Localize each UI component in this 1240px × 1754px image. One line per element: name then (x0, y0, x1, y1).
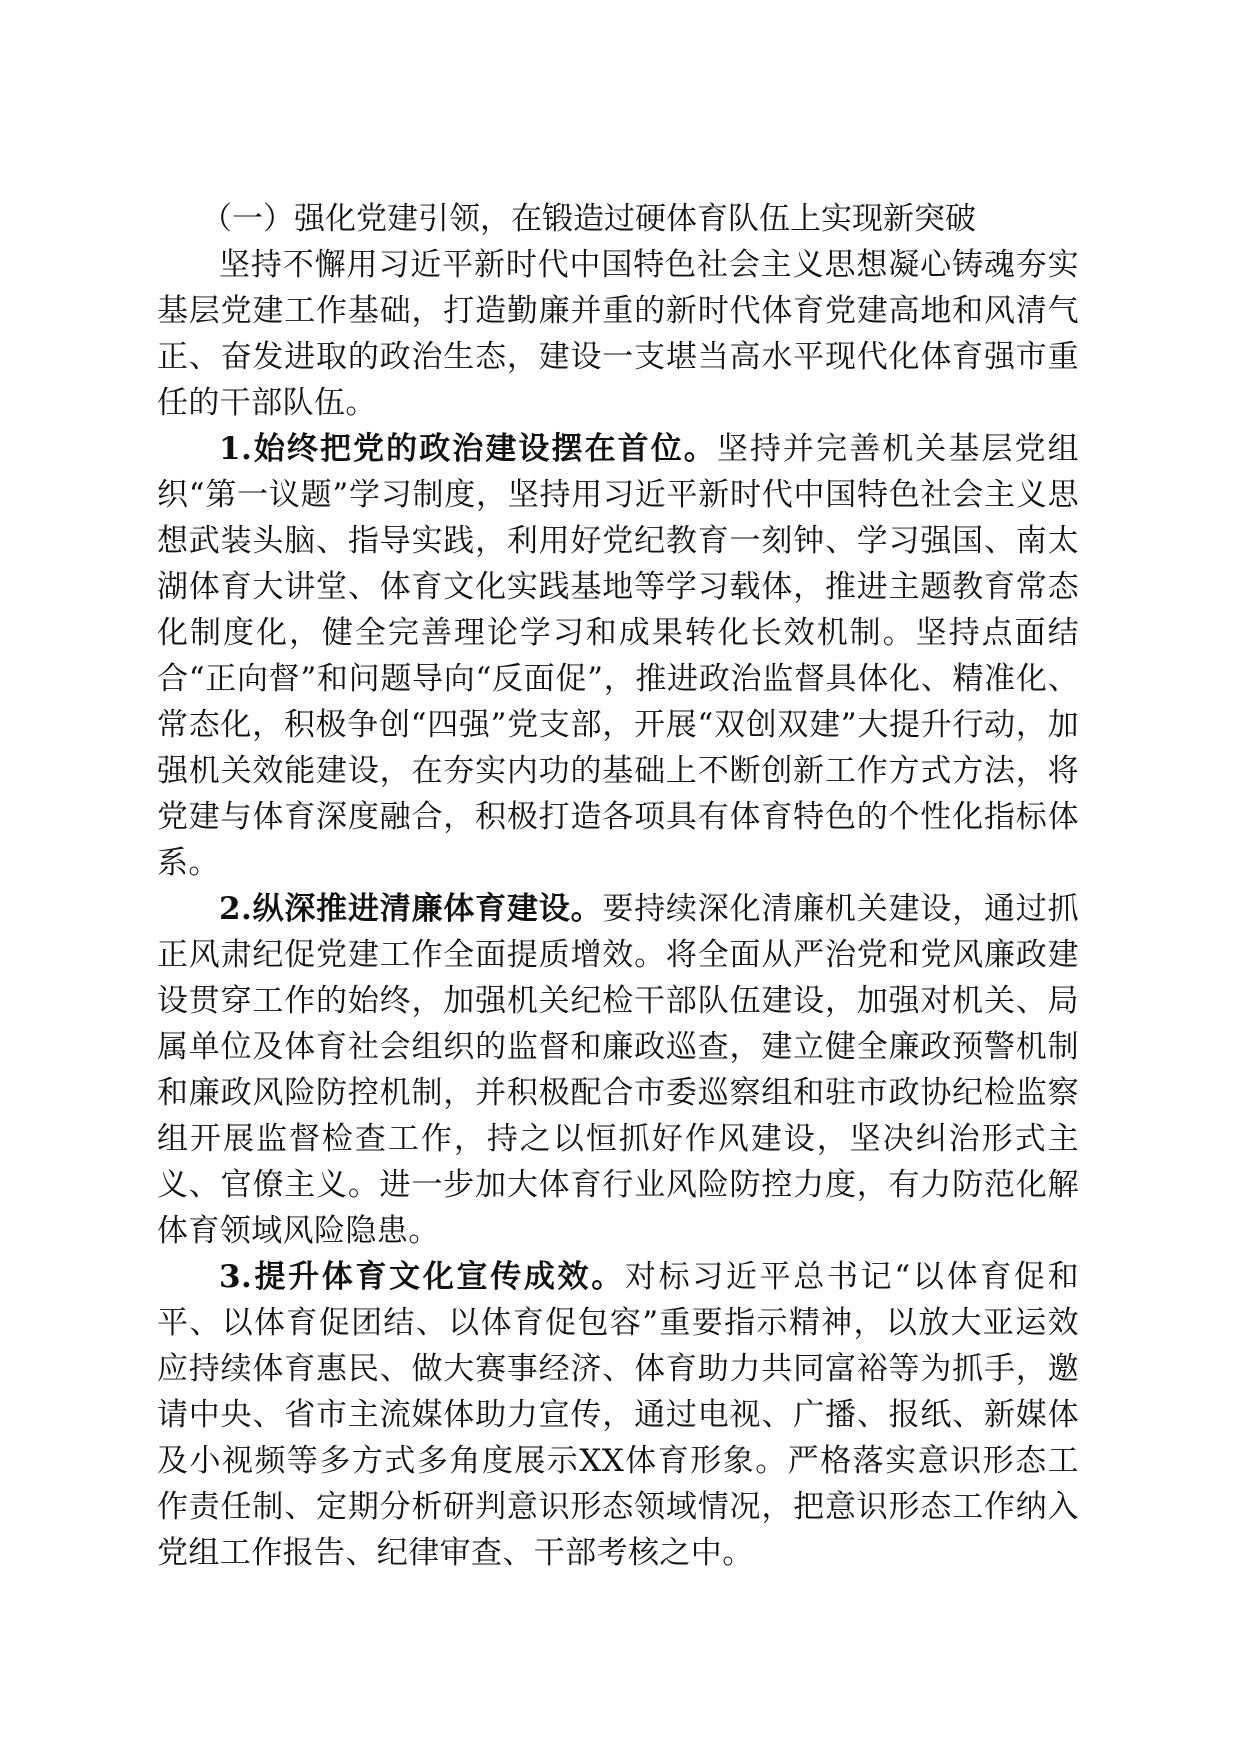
item-2-body: 要持续深化清廉机关建设，通过抓正风肃纪促党建工作全面提质增效。将全面从严治党和党风廉政建设贯穿工作的始终，加强机关纪检干部队伍建设，加强对机关、局属单位及体育社会组织的监督和廉政巡查，建立健全廉政预警机制和廉政风险防控机制，并积极配合市委巡察组和驻市政协纪检监察组开展监督检查工作，持之以恒抓好作风建设，坚决纠治形式主义、官僚主义。进一步加大体育行业风险防控力度，有力防范化解体育领域风险隐患。 (157, 891, 1080, 1249)
intro-paragraph: 坚持不懈用习近平新时代中国特色社会主义思想凝心铸魂夯实基层党建工作基础，打造勤廉并重的新时代体育党建高地和风清气正、奋发进取的政治生态，建设一支堪当高水平现代化体育强市重任的干部队伍。 (157, 247, 1079, 421)
item-1-body: 坚持并完善机关基层党组织“第一议题”学习制度，坚持用习近平新时代中国特色社会主义思想武装头脑、指导实践，利用好党纪教育一刻钟、学习强国、南太湖体育大讲堂、体育文化实践基地等学习载体，推进主题教育常态化制度化，健全完善理论学习和成果转化长效机制。坚持点面结合“正向督”和问题导向“反面促”，推进政治监督具体化、精准化、常态化，积极争创“四强”党支部，开展“双创双建”大提升行动，加强机关效能建设，在夯实内功的基础上不断创新工作方式方法，将党建与体育深度融合，积极打造各项具有体育特色的个性化指标体系。 (157, 431, 1079, 881)
item-3-paragraph (157, 1254, 1079, 1576)
item-1-lead: 1.始终把党的政治建设摆在首位。 (219, 431, 717, 467)
item-3-lead: 3.提升体育文化宣传成效。 (219, 1259, 625, 1295)
item-3-body: 对标习近平总书记“以体育促和平、以体育促团结、以体育促包容”重要指示精神，以放大亚运效应持续体育惠民、做大赛事经济、体育助力共同富裕等为抓手，邀请中央、省市主流媒体助力宣传，通过电视、广播、报纸、新媒体及小视频等多方式多角度展示XX体育形象。严格落实意识形态工作责任制、定期分析研判意识形态领域情况，把意识形态工作纳入党组工作报告、纪律审查、干部考核之中。 (157, 1259, 1080, 1571)
item-1-paragraph (157, 426, 1079, 886)
document-page (157, 196, 1079, 1576)
item-2-paragraph (157, 886, 1079, 1254)
item-2-lead: 2.纵深推进清廉体育建设。 (219, 891, 603, 927)
section-heading: （一）强化党建引领，在锻造过硬体育队伍上实现新突破 (201, 201, 976, 237)
